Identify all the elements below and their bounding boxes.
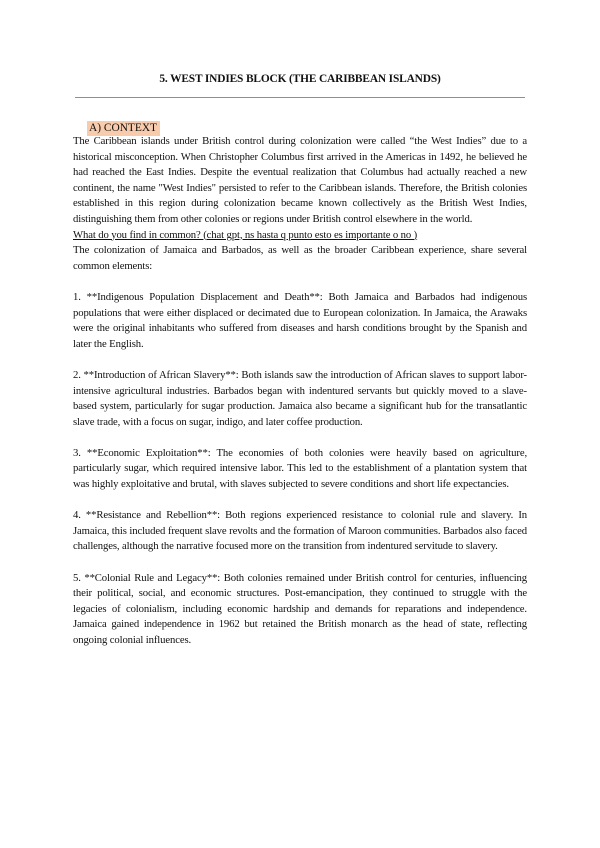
section-heading: A) CONTEXT <box>87 121 160 136</box>
point-2: 2. **Introduction of African Slavery**: Both islands saw the introduction of African slaves to support labor-intensive agricultural industries. Barbados began with indentured servants but quickly moved to a slave-based system, particularly for sugar production. Jamaica also became a significant hub for the transatlantic slave trade, with a focus on sugar, indigo, and later coffee production. <box>73 368 527 428</box>
document-body <box>73 134 527 649</box>
lead-in-paragraph: The colonization of Jamaica and Barbados, as well as the broader Caribbean experience, share several common elements: <box>73 244 527 272</box>
point-3: 3. **Economic Exploitation**: The economies of both colonies were heavily based on agriculture, particularly sugar, which required intensive labor. This led to the establishment of a plantation system that was highly exploitative and brutal, with slaves subjected to severe conditions and short life expectancies. <box>73 446 527 491</box>
document-title: 5. WEST INDIES BLOCK (THE CARIBBEAN ISLANDS) <box>159 73 441 85</box>
point-5: 5. **Colonial Rule and Legacy**: Both colonies remained under British control for centuries, influencing their political, social, and economic structures. Post-emancipation, they continued to struggle with the legacies of colonialism, including economic hardship and demands for reparations and independence. Jamaica gained independence in 1962 but retained the British monarch as the head of state, reflecting ongoing colonial influences. <box>73 571 527 646</box>
point-4: 4. **Resistance and Rebellion**: Both regions experienced resistance to colonial rule and slavery. In Jamaica, this included frequent slave revolts and the formation of Maroon communities. Barbados also faced challenges, although the narrative focused more on the transition from indentured servitude to slavery. <box>73 509 527 553</box>
title-divider <box>75 97 525 98</box>
point-1: 1. **Indigenous Population Displacement and Death**: Both Jamaica and Barbados had indigenous populations that were either displaced or decimated due to European colonization. In Jamaica, the Arawaks were the original inhabitants who suffered from diseases and harsh conditions brought by the Spanish and later the English. <box>73 290 527 350</box>
question-line: What do you find in common? (chat gpt, ns hasta q punto esto es importante o no ) <box>73 228 418 241</box>
intro-paragraph: The Caribbean islands under British control during colonization were called “the West Indies” due to a historical misconception. When Christopher Columbus first arrived in the Americas in 1492, he believed he had reached the East Indies. Despite the eventual realization that Columbus had actually reached a new continent, the name "West Indies" persisted to refer to the Caribbean islands. Therefore, the British colonies established in this region during colonization became known collectively as the British West Indies, distinguishing them from other colonies or regions under British control elsewhere in the world. <box>73 135 527 225</box>
